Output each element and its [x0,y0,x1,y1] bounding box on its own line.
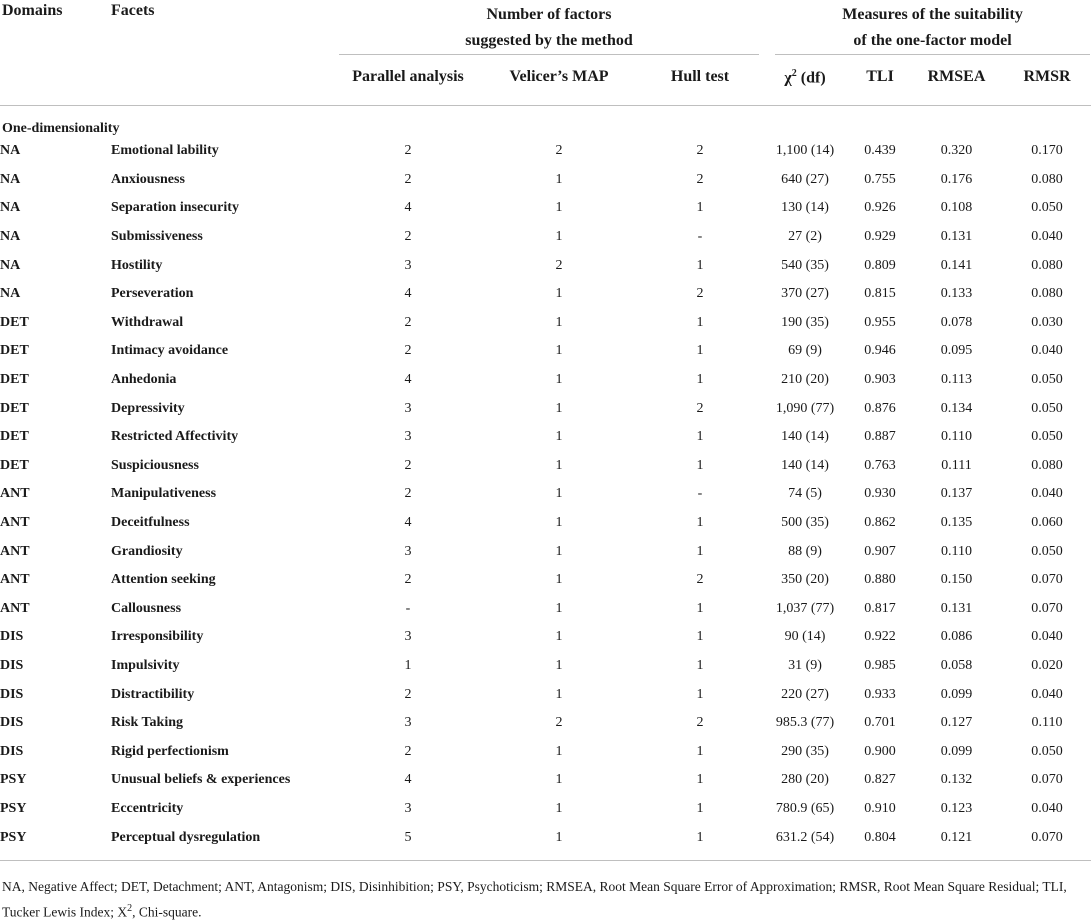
cell-hull-test: 1 [696,743,704,759]
cell-parallel-analysis: 3 [404,629,412,645]
cell-parallel-analysis: 4 [404,515,412,531]
cell-chi-square: 140 (14) [781,429,829,445]
cell-tli: 0.701 [864,715,896,731]
cell-velicer-map: 1 [555,800,563,816]
cell-parallel-analysis: 2 [404,143,412,159]
cell-rmsea: 0.086 [940,629,973,645]
cell-domain: DET [0,314,29,330]
cell-rmsr: 0.080 [1031,257,1063,273]
footnote-superscript: 2 [127,903,133,914]
cell-domain: NA [0,257,21,273]
cell-velicer-map: 1 [555,229,563,245]
cell-chi-square: 1,090 (77) [775,400,835,416]
col-header-parallel-analysis: Parallel analysis [352,68,464,85]
cell-parallel-analysis: 3 [404,543,412,559]
cell-tli: 0.827 [864,772,896,788]
cell-rmsr: 0.050 [1031,372,1063,388]
cell-tli: 0.903 [864,372,896,388]
cell-hull-test: 2 [696,572,704,588]
col-header-rmsr: RMSR [1023,68,1071,85]
cell-velicer-map: 2 [555,143,563,159]
cell-tli: 0.985 [864,657,896,673]
cell-tli: 0.930 [864,486,896,502]
cell-tli: 0.946 [864,343,896,359]
cell-hull-test: 1 [696,372,704,388]
cell-chi-square: 190 (35) [781,314,829,330]
cell-velicer-map: 1 [555,486,563,502]
cell-tli: 0.439 [864,143,896,159]
cell-rmsea: 0.113 [941,372,972,388]
cell-facet: Manipulativeness [111,486,217,502]
cell-facet: Unusual beliefs & experiences [111,772,291,788]
cell-chi-square: 370 (27) [781,286,829,302]
cell-parallel-analysis: 2 [404,314,412,330]
cell-rmsea: 0.078 [940,314,973,330]
cell-parallel-analysis: 2 [404,486,412,502]
cell-rmsr: 0.050 [1031,200,1063,216]
cell-domain: DET [0,429,29,445]
cell-facet: Perceptual dysregulation [111,829,261,845]
cell-parallel-analysis: 5 [404,829,412,845]
cell-parallel-analysis: 4 [404,286,412,302]
table-row [0,137,1091,166]
col-header-velicer-map: Velicer’s MAP [509,68,609,85]
cell-facet: Deceitfulness [111,515,190,531]
table-body [0,106,1091,861]
cell-hull-test: 1 [696,772,704,788]
cell-rmsea: 0.110 [941,543,972,559]
table-row [0,423,1091,452]
table-row [0,737,1091,766]
group-header-number-line2: suggested by the method [465,32,633,49]
cell-chi-square: 500 (35) [781,515,829,531]
cell-rmsea: 0.095 [940,343,973,359]
cell-facet: Impulsivity [111,657,180,673]
table-row [0,309,1091,338]
table-row [0,166,1091,195]
cell-rmsr: 0.050 [1031,543,1063,559]
cell-velicer-map: 2 [555,715,563,731]
cell-hull-test: 2 [696,400,704,416]
table-row [0,652,1091,681]
cell-domain: NA [0,200,21,216]
cell-rmsr: 0.080 [1031,286,1063,302]
cell-domain: DET [0,400,29,416]
cell-rmsr: 0.170 [1031,143,1063,159]
col-header-facets: Facets [111,2,155,19]
cell-facet: Depressivity [111,400,185,416]
chi-df: (df) [796,69,826,87]
cell-velicer-map: 1 [555,429,563,445]
cell-chi-square: 1,100 (14) [775,143,835,159]
cell-hull-test: 1 [696,429,704,445]
cell-rmsea: 0.320 [940,143,973,159]
cell-velicer-map: 1 [555,743,563,759]
cell-parallel-analysis: 2 [404,686,412,702]
cell-parallel-analysis: 4 [404,772,412,788]
cell-tli: 0.763 [864,457,896,473]
cell-parallel-analysis: 3 [404,715,412,731]
cell-rmsr: 0.050 [1031,429,1063,445]
cell-chi-square: 640 (27) [781,171,829,187]
cell-rmsr: 0.070 [1031,772,1063,788]
cell-tli: 0.933 [864,686,896,702]
cell-domain: PSY [0,772,27,788]
group-header-number-of-factors [338,0,760,59]
cell-tli: 0.910 [864,800,896,816]
cell-chi-square: 130 (14) [781,200,829,216]
cell-rmsea: 0.141 [940,257,973,273]
table-row [0,623,1091,652]
cell-parallel-analysis: 3 [404,429,412,445]
cell-facet: Irresponsibility [111,629,204,645]
cell-tli: 0.907 [864,543,896,559]
cell-chi-square: 631.2 (54) [775,829,835,845]
cell-domain: DIS [0,715,24,731]
table-row [0,823,1091,852]
cell-domain: PSY [0,800,27,816]
table-row [0,766,1091,795]
col-header-rmsea: RMSEA [927,68,986,85]
cell-chi-square: 280 (20) [781,772,829,788]
table-row [0,680,1091,709]
cell-parallel-analysis: 2 [404,229,412,245]
cell-parallel-analysis: 1 [404,657,412,673]
cell-parallel-analysis: 3 [404,400,412,416]
cell-chi-square: 220 (27) [781,686,829,702]
cell-velicer-map: 1 [555,343,563,359]
cell-facet: Callousness [111,600,182,616]
cell-rmsr: 0.070 [1031,829,1063,845]
cell-hull-test: 2 [696,715,704,731]
cell-chi-square: 90 (14) [784,629,826,645]
cell-tli: 0.900 [864,743,896,759]
cell-chi-square: 140 (14) [781,457,829,473]
chi-symbol: χ [784,69,792,87]
group-header-number-line1: Number of factors [486,6,612,23]
col-header-chi-square [760,59,850,105]
table-row [0,251,1091,280]
cell-tli: 0.887 [864,429,896,445]
group-header-suitability-line2: of the one-factor model [853,32,1012,49]
col-header-tli: TLI [866,68,894,85]
table-row [0,566,1091,595]
cell-tli: 0.755 [864,171,896,187]
cell-domain: ANT [0,515,30,531]
table-row [0,452,1091,481]
cell-domain: DET [0,372,29,388]
cell-facet: Anhedonia [111,372,177,388]
cell-tli: 0.880 [864,572,896,588]
table-footnote [2,876,1088,924]
cell-velicer-map: 1 [555,457,563,473]
cell-domain: NA [0,229,21,245]
cell-rmsea: 0.132 [940,772,973,788]
cell-domain: ANT [0,486,30,502]
group-header-suitability [760,0,1091,59]
cell-rmsea: 0.108 [940,200,973,216]
cell-hull-test: 1 [696,829,704,845]
cell-hull-test: 1 [696,629,704,645]
cell-velicer-map: 1 [555,657,563,673]
cell-facet: Emotional lability [111,143,219,159]
cell-rmsea: 0.123 [940,800,973,816]
cell-hull-test: 1 [696,200,704,216]
cell-chi-square: 350 (20) [781,572,829,588]
cell-tli: 0.804 [864,829,896,845]
cell-tli: 0.955 [864,314,896,330]
cell-rmsea: 0.121 [940,829,973,845]
cell-parallel-analysis: 2 [404,743,412,759]
cell-velicer-map: 1 [555,543,563,559]
cell-domain: NA [0,143,21,159]
cell-rmsr: 0.040 [1031,629,1063,645]
table-row [0,537,1091,566]
cell-rmsr: 0.080 [1031,457,1063,473]
cell-rmsr: 0.050 [1031,400,1063,416]
table-row [0,280,1091,309]
cell-chi-square: 74 (5) [788,486,822,502]
cell-domain: DIS [0,629,24,645]
cell-velicer-map: 1 [555,286,563,302]
section-title: One-dimensionality [2,121,120,136]
cell-domain: ANT [0,600,30,616]
cell-velicer-map: 1 [555,171,563,187]
cell-rmsea: 0.110 [941,429,972,445]
cell-hull-test: 1 [696,686,704,702]
table-row [0,337,1091,366]
table-row [0,194,1091,223]
table-row [0,709,1091,738]
cell-domain: ANT [0,572,30,588]
col-header-hull-test: Hull test [670,68,730,85]
cell-rmsr: 0.050 [1031,743,1063,759]
cell-domain: DIS [0,686,24,702]
cell-rmsr: 0.030 [1031,314,1063,330]
cell-facet: Withdrawal [111,314,184,330]
cell-chi-square: 31 (9) [788,657,822,673]
cell-hull-test: 1 [696,600,704,616]
cell-rmsr: 0.020 [1031,657,1063,673]
cell-velicer-map: 2 [555,257,563,273]
table-row [0,366,1091,395]
cell-tli: 0.817 [864,600,896,616]
cell-parallel-analysis: 2 [404,457,412,473]
cell-facet: Anxiousness [111,171,185,187]
cell-velicer-map: 1 [555,200,563,216]
cell-velicer-map: 1 [555,572,563,588]
cell-rmsr: 0.110 [1031,715,1063,731]
footnote-text: NA, Negative Affect; DET, Detachment; ANT, Antagonism; DIS, Disinhibition; PSY, Psychoticism; RMSEA, Root Mean Square Error of Approximation; RMSR, Root Mean Square Residual; TLI, Tucker Lewis Index; X [2,879,1067,920]
cell-rmsea: 0.137 [940,486,973,502]
cell-velicer-map: 1 [555,629,563,645]
cell-rmsea: 0.135 [940,515,973,531]
table-row [0,795,1091,824]
cell-rmsea: 0.111 [941,457,972,473]
cell-parallel-analysis: 3 [404,257,412,273]
cell-rmsea: 0.176 [940,171,973,187]
cell-domain: NA [0,286,21,302]
cell-rmsea: 0.099 [940,743,973,759]
cell-hull-test: - [697,486,703,502]
cell-hull-test: 1 [696,515,704,531]
cell-rmsea: 0.150 [940,572,973,588]
cell-velicer-map: 1 [555,686,563,702]
cell-tli: 0.862 [864,515,896,531]
cell-rmsr: 0.040 [1031,686,1063,702]
cell-rmsea: 0.127 [940,715,973,731]
cell-chi-square: 69 (9) [788,343,822,359]
cell-rmsr: 0.040 [1031,486,1063,502]
cell-facet: Eccentricity [111,800,184,816]
cell-facet: Intimacy avoidance [111,343,229,359]
cell-hull-test: 1 [696,257,704,273]
cell-facet: Grandiosity [111,543,183,559]
cell-rmsea: 0.131 [940,229,973,245]
cell-hull-test: 1 [696,457,704,473]
col-header-domains: Domains [2,2,63,19]
cell-facet: Hostility [111,257,163,273]
cell-domain: ANT [0,543,30,559]
cell-chi-square: 780.9 (65) [775,800,835,816]
cell-parallel-analysis: 3 [404,800,412,816]
chi-superscript: 2 [791,68,797,79]
table-row [0,595,1091,624]
cell-rmsr: 0.040 [1031,229,1063,245]
table-row [0,223,1091,252]
cell-hull-test: 1 [696,800,704,816]
table-row [0,480,1091,509]
cell-rmsr: 0.080 [1031,171,1063,187]
cell-chi-square: 210 (20) [781,372,829,388]
cell-velicer-map: 1 [555,600,563,616]
table-row [0,394,1091,423]
cell-rmsr: 0.060 [1031,515,1063,531]
cell-velicer-map: 1 [555,829,563,845]
cell-tli: 0.815 [864,286,896,302]
cell-rmsr: 0.040 [1031,343,1063,359]
cell-chi-square: 88 (9) [788,543,822,559]
cell-rmsea: 0.131 [940,600,973,616]
cell-velicer-map: 1 [555,400,563,416]
cell-domain: DIS [0,743,24,759]
cell-parallel-analysis: - [405,600,411,616]
cell-tli: 0.929 [864,229,896,245]
cell-hull-test: 1 [696,657,704,673]
footnote-tail: , Chi-square. [132,904,202,920]
cell-facet: Restricted Affectivity [111,429,239,445]
cell-facet: Distractibility [111,686,195,702]
cell-tli: 0.926 [864,200,896,216]
cell-hull-test: - [697,229,703,245]
cell-chi-square: 1,037 (77) [775,600,835,616]
cell-velicer-map: 1 [555,314,563,330]
cell-facet: Risk Taking [111,715,183,731]
cell-parallel-analysis: 4 [404,372,412,388]
cell-tli: 0.809 [864,257,896,273]
cell-tli: 0.876 [864,400,896,416]
cell-hull-test: 1 [696,343,704,359]
cell-parallel-analysis: 4 [404,200,412,216]
cell-facet: Submissiveness [111,229,203,245]
cell-hull-test: 1 [696,314,704,330]
cell-velicer-map: 1 [555,372,563,388]
cell-domain: DIS [0,657,24,673]
cell-rmsr: 0.070 [1031,600,1063,616]
cell-domain: DET [0,457,29,473]
cell-facet: Attention seeking [111,572,216,588]
cell-chi-square: 290 (35) [781,743,829,759]
cell-chi-square: 27 (2) [788,229,822,245]
cell-parallel-analysis: 2 [404,343,412,359]
cell-domain: DET [0,343,29,359]
cell-rmsr: 0.070 [1031,572,1063,588]
cell-velicer-map: 1 [555,515,563,531]
cell-chi-square: 985.3 (77) [775,715,835,731]
cell-hull-test: 1 [696,543,704,559]
cell-parallel-analysis: 2 [404,572,412,588]
cell-chi-square: 540 (35) [781,257,829,273]
cell-facet: Separation insecurity [111,200,239,216]
cell-facet: Perseveration [111,286,194,302]
cell-hull-test: 2 [696,286,704,302]
cell-rmsea: 0.058 [940,657,973,673]
cell-parallel-analysis: 2 [404,171,412,187]
table-row [0,509,1091,538]
cell-rmsr: 0.040 [1031,800,1063,816]
cell-velicer-map: 1 [555,772,563,788]
cell-hull-test: 2 [696,171,704,187]
cell-facet: Suspiciousness [111,457,199,473]
cell-rmsea: 0.099 [940,686,973,702]
cell-rmsea: 0.133 [940,286,973,302]
cell-facet: Rigid perfectionism [111,743,229,759]
cell-tli: 0.922 [864,629,896,645]
group-header-suitability-line1: Measures of the suitability [842,6,1023,23]
cell-rmsea: 0.134 [940,400,973,416]
cell-domain: NA [0,171,21,187]
cell-hull-test: 2 [696,143,704,159]
cell-domain: PSY [0,829,27,845]
